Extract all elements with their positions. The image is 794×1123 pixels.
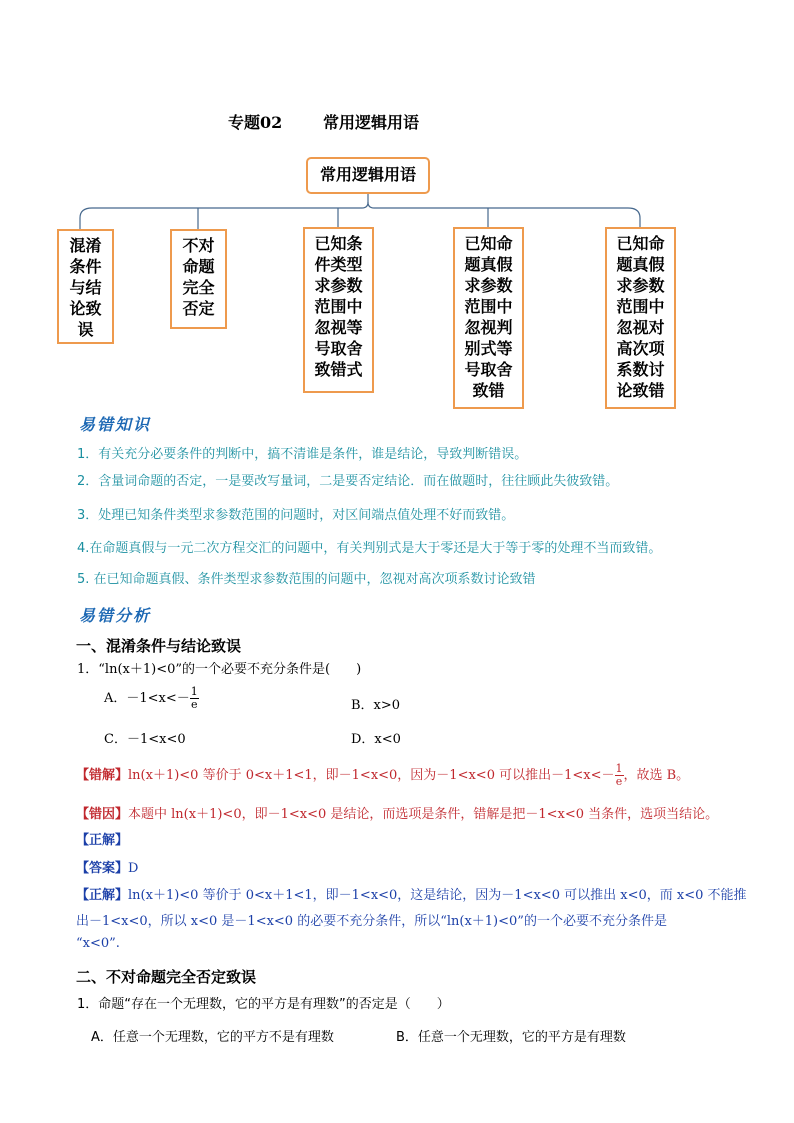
tree-node-line: 高次项: [616, 339, 665, 358]
tree-node-line: 已知命: [464, 234, 513, 253]
solution-line-2: 出－1<x<0，所以 x<0 是－1<x<0 的必要不充分条件，所以“ln(x＋1)<0”的一个必要不充分条件是: [76, 914, 667, 929]
tree-node-line: 求参数: [464, 276, 513, 295]
knowledge-item: 4.在命题真假与一元二次方程交汇的问题中，有关判别式是大于零还是大于等于零的处理不当而致错。: [77, 541, 662, 556]
tree-node-line: 求参数: [314, 276, 363, 295]
tree-node-line: 论致错: [616, 381, 665, 400]
tree-node-line: 号取舍: [464, 360, 513, 379]
tree-node-line: 致错式: [314, 360, 363, 379]
q2-option-a: A．任意一个无理数，它的平方不是有理数: [91, 1030, 334, 1045]
section-title-2: 二、不对命题完全否定致误: [76, 968, 257, 986]
knowledge-item: 3．处理已知条件类型求参数范围的问题时，对区间端点值处理不好而致错。: [77, 508, 515, 523]
option-b: B．x>0: [351, 698, 401, 713]
tree-node-line: 号取舍: [314, 339, 363, 358]
tree-node-line: 忽视对: [616, 318, 665, 337]
tree-node-condition-type: [303, 227, 374, 393]
tree-node-line: 别式等: [464, 339, 513, 358]
q2-option-b: B．任意一个无理数，它的平方是有理数: [396, 1030, 626, 1045]
section-heading-analysis: 易错分析: [79, 606, 152, 625]
knowledge-item: 2．含量词命题的否定，一是要改写量词，二是要否定结论．而在做题时，往往顾此失彼致错。: [77, 474, 619, 489]
knowledge-item: 1．有关充分必要条件的判断中，搞不清谁是条件，谁是结论，导致判断错误。: [77, 447, 528, 462]
knowledge-item: 5. 在已知命题真假、条件类型求参数范围的问题中，忽视对高次项系数讨论致错: [77, 572, 536, 587]
tree-node-high-order-coef: [605, 227, 676, 409]
tree-node-line: 命题: [182, 257, 215, 276]
error-cause: 【错因】本题中 ln(x＋1)<0，即－1<x<0 是结论，而选项是条件，错解是把－1<x<0 当条件，选项当结论。: [76, 807, 719, 822]
tree-node-line: 系数讨: [616, 360, 665, 379]
section-heading-knowledge: 易错知识: [79, 415, 152, 434]
tree-root-box: 常用逻辑用语: [306, 157, 430, 194]
tree-node-line: 忽视判: [464, 318, 513, 337]
question-2: 1．命题“存在一个无理数，它的平方是有理数”的否定是（ ）: [77, 997, 450, 1012]
tree-node-line: 求参数: [616, 276, 665, 295]
tree-node-line: 范围中: [314, 297, 363, 316]
topic-number: 专题02: [228, 113, 283, 132]
tree-node-line: 题真假: [464, 255, 513, 274]
tree-node-line: 范围中: [616, 297, 665, 316]
answer: 【答案】D: [76, 861, 139, 876]
tree-node-line: 题真假: [616, 255, 665, 274]
tree-node-discriminant: [453, 227, 524, 409]
option-a: A．－1<x<－ $\frac{1}{e}$: [104, 685, 198, 711]
option-d: D．x<0: [351, 732, 401, 747]
solution-line-3: “x<0”.: [76, 936, 120, 951]
option-c: C．－1<x<0: [104, 732, 186, 747]
tree-node-line: 与结: [69, 278, 102, 297]
tree-node-line: 忽视等: [314, 318, 363, 337]
tree-node-confuse-condition: [57, 229, 114, 344]
tree-node-line: 论致: [69, 299, 102, 318]
tree-node-line: 致错: [472, 381, 505, 400]
tree-node-line: 误: [77, 320, 94, 339]
tree-node-line: 不对: [182, 236, 215, 255]
solution-line-1: 【正解】ln(x＋1)<0 等价于 0<x＋1<1，即－1<x<0，这是结论，因为－1<x<0 可以推出 x<0，而 x<0 不能推: [76, 888, 747, 903]
correct-tag: 【正解】: [76, 833, 129, 848]
tree-node-line: 已知条: [314, 234, 363, 253]
tree-node-line: 混淆: [69, 236, 102, 255]
tree-node-line: 条件: [69, 257, 102, 276]
section-title-1: 一、混淆条件与结论致误: [76, 637, 242, 655]
wrong-solution: 【错解】ln(x＋1)<0 等价于 0<x＋1<1，即－1<x<0，因为－1<x<0 可以推出－1<x<－ $\frac{1}{e}$ ，故选 B。: [76, 762, 690, 788]
question-1: 1．“ln(x＋1)<0”的一个必要不充分条件是( ): [77, 662, 362, 677]
tree-node-line: 件类型: [314, 255, 363, 274]
tree-node-line: 完全: [182, 278, 215, 297]
tree-node-line: 已知命: [616, 234, 665, 253]
page-title: 常用逻辑用语: [323, 113, 420, 132]
tree-node-line: 否定: [182, 299, 215, 318]
tree-node-line: 范围中: [464, 297, 513, 316]
tree-node-negation: [170, 229, 227, 329]
